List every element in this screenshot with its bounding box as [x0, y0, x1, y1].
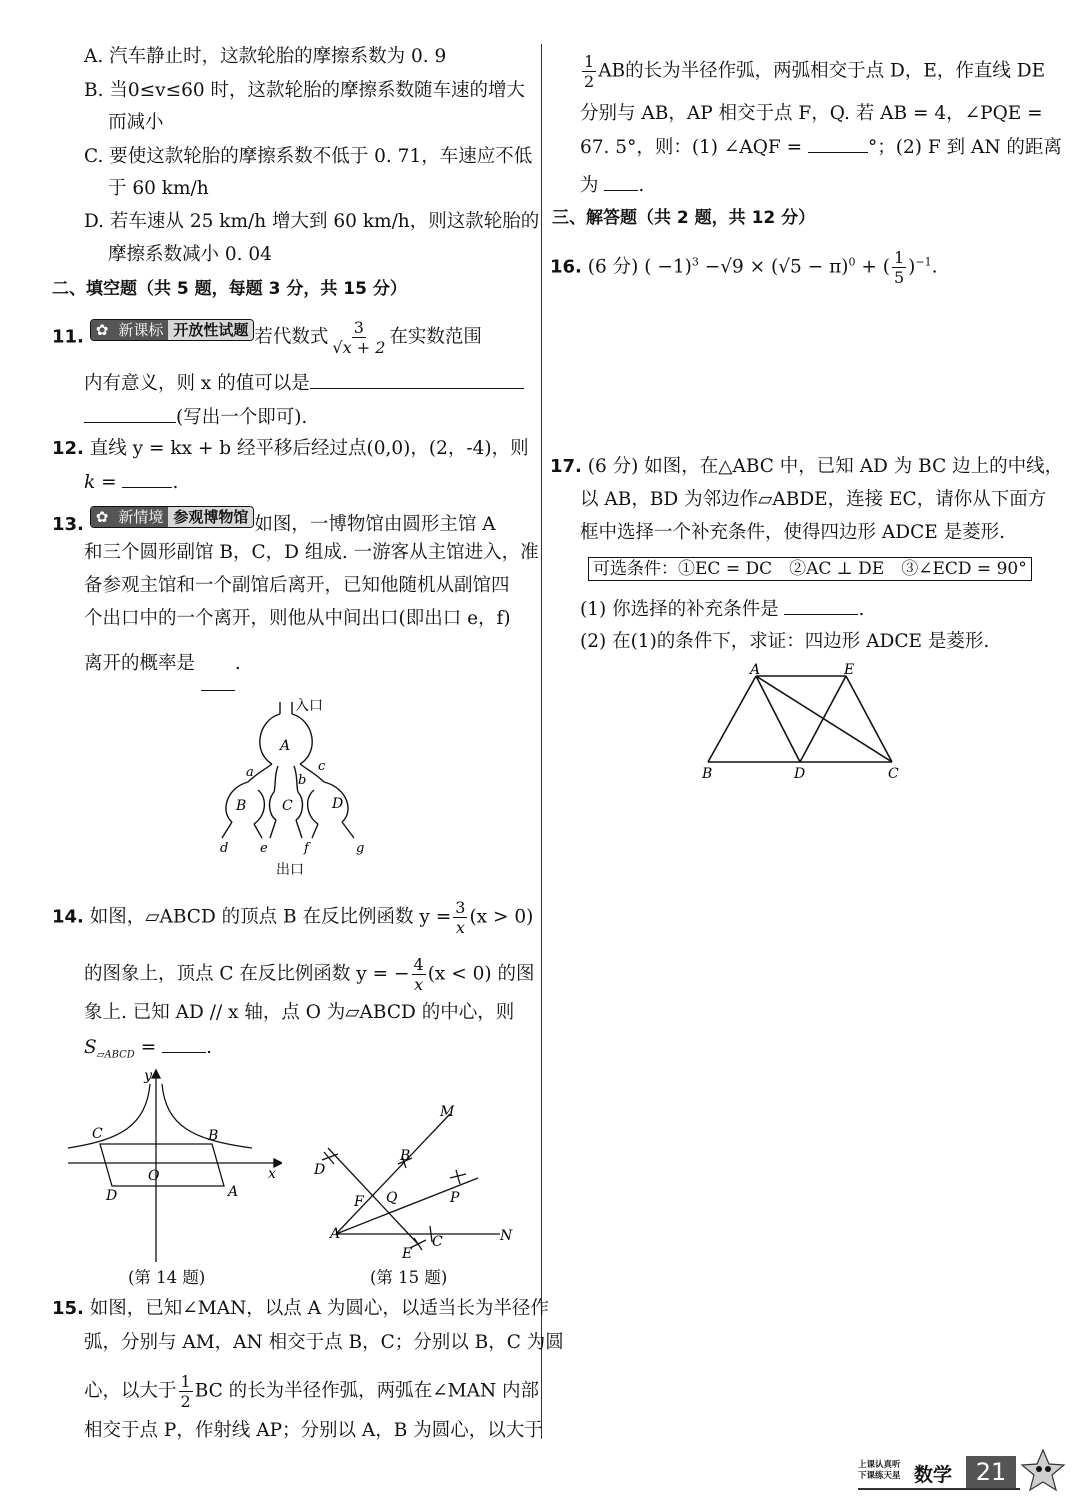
q14-area-subscript: ▱ABCD [96, 1049, 135, 1061]
q16-fraction [892, 248, 906, 287]
q15-fraction-half [179, 1372, 193, 1411]
q10-option-c-cont: 于 60 km/h [108, 178, 209, 199]
q16-number: 16. [550, 256, 582, 278]
q14-caption: (第 14 题) [128, 1268, 206, 1287]
q14-line-3: 象上. 已知 AD // x 轴，点 O 为▱ABCD 的中心，则 [84, 1002, 515, 1023]
q16-exp-3: −1 [915, 255, 932, 269]
q17-line-3: 框中选择一个补充条件，使得四边形 ADCE 是菱形. [580, 522, 1005, 543]
q14-number: 14. [52, 906, 84, 928]
q15-point-F: F [354, 1194, 364, 1210]
question-13 [52, 506, 496, 538]
q14-axis-x: x [268, 1166, 276, 1182]
q15-line-2: 弧，分别与 AM，AN 相交于点 B，C；分别以 B，C 为圆 [84, 1332, 564, 1353]
q11-line3-text: (写出一个即可). [176, 407, 308, 428]
q16-part-d: ) [908, 256, 916, 278]
q16-part-b: −√9 × (√5 − π) [698, 256, 849, 278]
q16-exp-2: 0 [848, 255, 856, 269]
q11-line-3 [84, 404, 307, 431]
q13-tag-label: 新情境 [113, 507, 168, 527]
column-divider [541, 44, 542, 1439]
q13-period: . [234, 653, 241, 674]
section-2-title: 二、填空题（共 5 题，每题 3 分，共 15 分） [52, 279, 407, 299]
section-3-title: 三、解答题（共 2 题，共 12 分） [552, 208, 816, 228]
q13-number: 13. [52, 514, 84, 535]
q14-point-D: D [106, 1188, 118, 1204]
q13-line1: 如图，一博物馆由圆形主馆 A [254, 514, 496, 535]
q11-answer-blank[interactable] [310, 370, 524, 389]
q15-line-3 [84, 1372, 539, 1411]
q17-point-E: E [844, 662, 855, 678]
q10-option-b: B. 当0≤v≤60 时，这款轮胎的摩擦系数随车速的增大 [84, 80, 526, 101]
q17-period: . [858, 599, 865, 620]
q15-frac2-num: 1 [584, 52, 595, 71]
q13-path-b: b [298, 773, 307, 788]
q15-construction-figure [310, 1098, 530, 1264]
q14-fraction-2 [412, 955, 426, 994]
q16-exp-1: 3 [691, 255, 699, 269]
q17-point-C: C [888, 766, 899, 782]
q13-museum-figure [212, 692, 382, 884]
footer-slogan-2: 下课练天星 [858, 1471, 901, 1481]
q14-point-B: B [208, 1128, 219, 1144]
q14-answer-blank[interactable] [162, 1034, 206, 1053]
q14-axis-y: y [144, 1068, 152, 1084]
q11-number: 11. [52, 326, 84, 348]
question-17 [550, 454, 1063, 480]
q15-line-4: 相交于点 P，作射线 AP；分别以 A，B 为圆心，以大于 [84, 1420, 543, 1441]
footer-subject: 数学 [914, 1464, 953, 1486]
q14-line-2 [84, 955, 535, 994]
q10-option-c: C. 要使这款轮胎的摩擦系数不低于 0. 71，车速应不低 [84, 146, 533, 167]
q10-option-d-cont: 摩擦系数减小 0. 04 [108, 244, 272, 265]
q15-right-line3a: 67. 5°，则：(1) ∠AQF = [580, 137, 803, 158]
q13-line-2: 和三个圆形副馆 B，C，D 组成. 一游客从主馆进入，准 [84, 542, 539, 563]
q11-frac-den: √x + 2 [332, 338, 386, 357]
q17-line1: (6 分) 如图，在△ABC 中，已知 AD 为 BC 边上的中线， [587, 456, 1064, 477]
question-16 [550, 248, 937, 287]
q13-tag-topic: 参观博物馆 [168, 507, 253, 527]
q11-fraction [330, 318, 387, 357]
q17-point-A: A [750, 662, 761, 678]
q14-f1-den: x [455, 918, 465, 937]
q10-option-a: A. 汽车静止时，这款轮胎的摩擦系数为 0. 9 [84, 46, 447, 67]
q15-caption: (第 15 题) [370, 1268, 448, 1287]
q16-frac-num: 1 [893, 248, 905, 267]
footer-slogan [858, 1460, 901, 1482]
footer-slogan-1: 上课认真听 [858, 1460, 901, 1470]
q15-frac-den: 2 [180, 1392, 191, 1411]
q11-tag [90, 319, 255, 341]
q11-line2-text: 内有意义，则 x 的值可以是 [84, 373, 310, 394]
q12-period: . [172, 472, 179, 493]
q14-equals: = [140, 1037, 157, 1058]
q11-frac-num: 3 [353, 318, 364, 337]
q14-line1b: (x > 0) [469, 906, 534, 928]
q16-frac-den: 5 [893, 268, 905, 287]
q12-number: 12. [52, 438, 84, 459]
q15-answer-blank-2[interactable] [604, 172, 638, 191]
q13-hall-B: B [236, 798, 247, 814]
q12-line-2 [84, 469, 178, 496]
page-footer [858, 1456, 1070, 1492]
q15-point-P: P [450, 1190, 460, 1206]
q15-right-line3b: °；(2) F 到 AN 的距离 [868, 137, 1062, 158]
q15-fraction-half-2 [582, 52, 596, 91]
q16-period: . [931, 256, 938, 278]
q12-answer-blank[interactable] [122, 469, 172, 488]
q12-k-label: k = [84, 472, 117, 493]
q14-point-O: O [148, 1168, 160, 1184]
q15-right-line-3 [580, 134, 1062, 161]
question-15 [52, 1296, 549, 1322]
q15-right-line-1 [580, 52, 1045, 91]
q15-period: . [638, 175, 645, 196]
q15-line3b: BC 的长为半径作弧，两弧在∠MAN 内部 [194, 1380, 540, 1402]
q11-text-post: 在实数范围 [389, 326, 482, 348]
q14-line2a: 的图象上，顶点 C 在反比例函数 y = − [84, 963, 410, 985]
q13-exit-f: f [304, 841, 309, 856]
q14-period: . [206, 1037, 212, 1058]
q14-line-4 [84, 1034, 212, 1069]
q17-answer-blank[interactable] [784, 596, 858, 615]
q14-graph-figure [62, 1066, 282, 1264]
page-number: 21 [966, 1456, 1016, 1488]
q13-path-a: a [246, 765, 254, 780]
star-icon: ✿ [91, 320, 114, 340]
q15-point-D: D [314, 1162, 326, 1178]
q13-path-c: c [318, 759, 326, 774]
q14-line2b: (x < 0) 的图 [427, 963, 535, 985]
q17-point-D: D [794, 766, 806, 782]
q15-point-E: E [402, 1246, 413, 1262]
q12-line1: 直线 y = kx + b 经平移后经过点(0,0)，(2，-4)，则 [89, 438, 529, 459]
q13-line5-text: 离开的概率是 [84, 653, 196, 674]
q17-part-2: (2) 在(1)的条件下，求证：四边形 ADCE 是菱形. [580, 631, 990, 652]
q17-condition-box: 可选条件：①EC = DC ②AC ⊥ DE ③∠ECD = 90° [588, 557, 1032, 581]
q10-option-b-cont: 而减小 [108, 112, 164, 133]
q17-part1-text: (1) 你选择的补充条件是 [580, 599, 779, 620]
q14-area-S: S [84, 1037, 97, 1058]
q13-line-3: 备参观主馆和一个副馆后离开，已知他随机从副馆四 [84, 575, 510, 596]
q15-frac2-den: 2 [584, 72, 595, 91]
q13-entrance-label: 入口 [295, 698, 323, 714]
q17-part-1 [580, 596, 864, 623]
q15-point-M: M [440, 1104, 455, 1120]
q14-f1-num: 3 [455, 898, 466, 917]
q15-point-C: C [432, 1234, 443, 1250]
q14-line1a: 如图，▱ABCD 的顶点 B 在反比例函数 y = [89, 906, 452, 928]
q14-fraction-1 [453, 898, 467, 937]
q13-exit-d: d [220, 841, 229, 856]
q13-exit-e: e [260, 841, 268, 856]
q13-hall-A: A [280, 738, 291, 754]
q14-point-C: C [92, 1126, 103, 1142]
question-11 [52, 318, 482, 357]
q13-line-4: 个出口中的一个离开，则他从中间出口(即出口 e，f) [84, 608, 511, 629]
q15-point-B: B [400, 1148, 411, 1164]
q15-right-line4a: 为 [580, 175, 599, 196]
q17-point-B: B [702, 766, 713, 782]
q15-right-line-2: 分别与 AB，AP 相交于点 F，Q. 若 AB = 4，∠PQE = [580, 103, 1043, 124]
q10-option-d: D. 若车速从 25 km/h 增大到 60 km/h，则这款轮胎的 [84, 211, 540, 232]
q13-exit-g: g [356, 841, 365, 856]
star-mascot-icon [1020, 1448, 1066, 1492]
q13-hall-D: D [332, 796, 344, 812]
q11-line-2 [84, 370, 524, 397]
q14-point-A: A [228, 1184, 239, 1200]
q13-hall-C: C [282, 798, 293, 814]
q13-exit-label: 出口 [276, 862, 304, 878]
q15-right-line1-text: AB的长为半径作弧，两弧相交于点 D，E，作直线 DE [598, 60, 1046, 82]
q16-part-a: (6 分) ( −1) [587, 256, 692, 278]
q11-tag-topic: 开放性试题 [168, 320, 253, 340]
q15-point-A: A [330, 1226, 341, 1242]
q17-parallelogram-figure [696, 660, 916, 786]
q15-answer-blank-1[interactable] [808, 134, 868, 153]
star-icon: ✿ [91, 507, 114, 527]
q15-line3a: 心，以大于 [84, 1380, 177, 1402]
footer-rule [858, 1488, 1020, 1490]
q11-tag-label: 新课标 [113, 320, 168, 340]
q15-number: 15. [52, 1298, 84, 1319]
q13-line-5 [84, 650, 241, 677]
q15-point-Q: Q [386, 1190, 398, 1206]
q11-answer-blank-cont[interactable] [84, 404, 176, 423]
q13-answer-blank[interactable] [201, 672, 235, 691]
q15-frac-num: 1 [180, 1372, 191, 1391]
q14-f2-den: x [414, 975, 424, 994]
q16-part-c: + ( [855, 256, 890, 278]
q15-point-N: N [500, 1228, 513, 1244]
question-12 [52, 436, 529, 462]
q13-tag [90, 506, 255, 528]
q15-right-line-4 [580, 172, 644, 199]
q11-text-pre: 若代数式 [254, 326, 329, 348]
q15-line1: 如图，已知∠MAN，以点 A 为圆心，以适当长为半径作 [89, 1298, 549, 1319]
question-14 [52, 898, 533, 937]
q14-f2-num: 4 [413, 955, 424, 974]
q17-line-2: 以 AB，BD 为邻边作▱ABDE，连接 EC，请你从下面方 [580, 489, 1047, 510]
q17-number: 17. [550, 456, 582, 477]
